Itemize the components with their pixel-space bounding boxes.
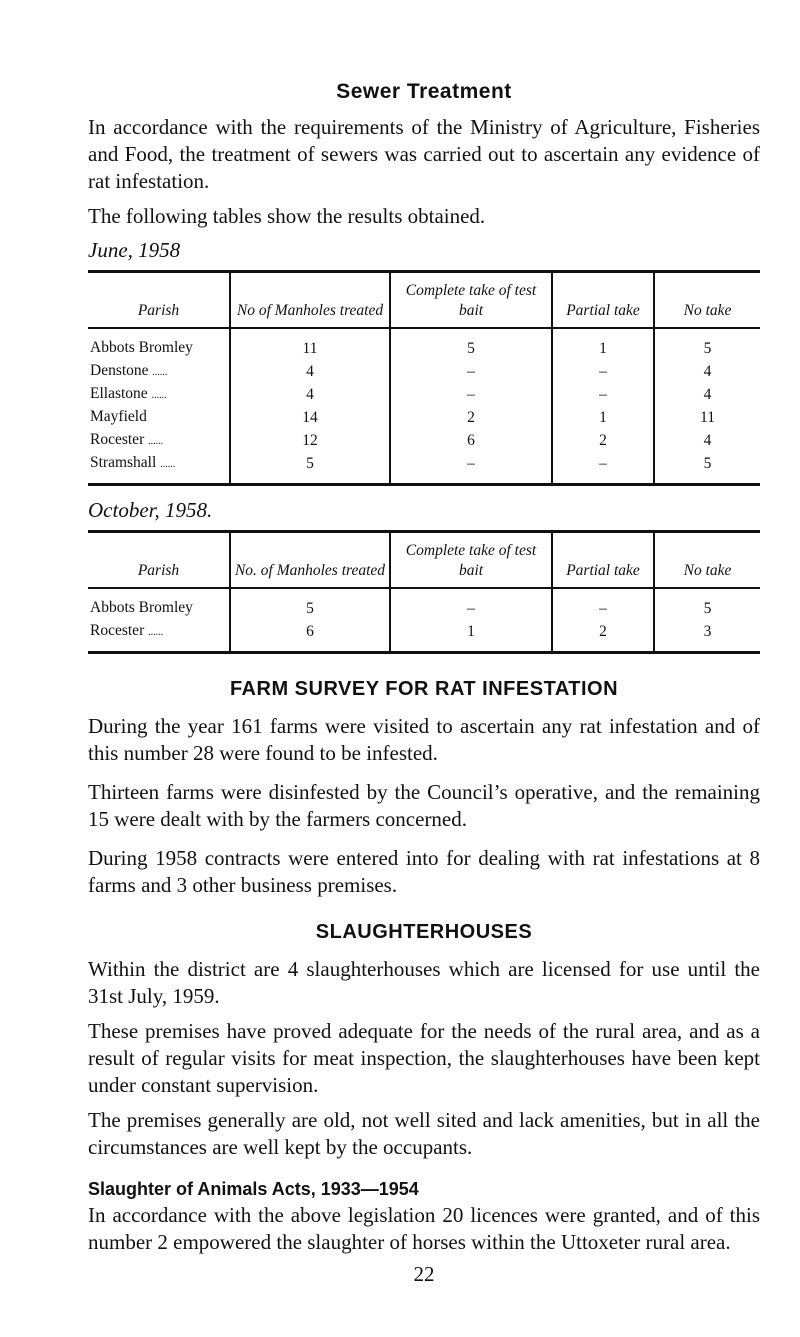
header-partial-take: Partial take: [552, 272, 654, 329]
parish-name: Mayfield: [90, 408, 147, 425]
sewer-treatment-heading: Sewer Treatment: [336, 80, 512, 103]
complete-value: 1: [390, 620, 552, 643]
manholes-value: 5: [230, 452, 390, 475]
parish-name: Denstone: [90, 362, 149, 379]
parish-name: Stramshall: [90, 454, 157, 471]
acts-paragraph-1: In accordance with the above legislation 20 licences were granted, and of this number 2 empowered the slaughter of horses within the Uttoxeter rural area.: [88, 1203, 760, 1254]
october-results-table: [88, 530, 760, 654]
table-row: Denstone ...... 4 – – 4: [88, 360, 760, 383]
no-take-value: 4: [654, 429, 760, 452]
table-row: [88, 337, 760, 360]
june-table-caption: June, 1958: [88, 238, 181, 262]
sewer-paragraph-1: In accordance with the requirements of the Ministry of Agriculture, Fisheries and Food, the treatment of sewers was carried out to ascertain any evidence of rat infestation.: [88, 115, 760, 193]
manholes-value: 14: [230, 406, 390, 429]
slaughter-paragraph-3: The premises generally are old, not well sited and lack amenities, but in all the circumstances are well kept by the occupants.: [88, 1108, 760, 1159]
partial-value: –: [552, 360, 654, 383]
farm-survey-heading: FARM SURVEY FOR RAT INFESTATION: [229, 678, 619, 700]
farm-paragraph-1: During the year 161 farms were visited to ascertain any rat infestation and of this number 28 were found to be infested.: [88, 714, 760, 765]
complete-value: –: [390, 360, 552, 383]
manholes-value: 12: [230, 429, 390, 452]
complete-value: 2: [390, 406, 552, 429]
header-manholes: No of Manholes treated: [230, 272, 390, 329]
october-table-body: [88, 588, 760, 653]
complete-value: –: [390, 383, 552, 406]
partial-value: –: [552, 452, 654, 475]
document-page: [88, 80, 760, 1287]
manholes-value: 4: [230, 383, 390, 406]
header-partial-take: Partial take: [552, 532, 654, 589]
manholes-value: 11: [230, 337, 390, 360]
header-complete-take: Complete take of test bait: [390, 532, 552, 589]
parish-name: Ellastone: [90, 385, 148, 402]
table-row: Stramshall ...... 5 – – 5: [88, 452, 760, 475]
complete-value: –: [390, 452, 552, 475]
partial-value: –: [552, 597, 654, 620]
header-parish: Parish: [88, 532, 230, 589]
no-take-value: 5: [654, 337, 760, 360]
page-number: 22: [413, 1262, 435, 1286]
header-no-take: No take: [654, 272, 760, 329]
complete-value: –: [390, 597, 552, 620]
farm-paragraph-2: Thirteen farms were disinfested by the Council’s operative, and the remaining 15 were dealt with by the farmers concerned.: [88, 780, 760, 831]
no-take-value: 4: [654, 383, 760, 406]
parish-name: Rocester: [90, 431, 145, 448]
slaughter-paragraph-2: These premises have proved adequate for the needs of the rural area, and as a result of regular visits for meat inspection, the slaughterhouses have been kept under constant supervision.: [88, 1019, 760, 1097]
june-table-body: [88, 328, 760, 485]
table-row: Ellastone ...... 4 – – 4: [88, 383, 760, 406]
partial-value: 1: [552, 406, 654, 429]
manholes-value: 5: [230, 597, 390, 620]
complete-value: 5: [390, 337, 552, 360]
header-manholes: No. of Manholes treated: [230, 532, 390, 589]
table-row: [88, 597, 760, 620]
no-take-value: 5: [654, 597, 760, 620]
sewer-paragraph-2: The following tables show the results obtained.: [88, 204, 486, 228]
partial-value: –: [552, 383, 654, 406]
parish-name: Rocester: [90, 622, 145, 639]
slaughter-acts-heading: Slaughter of Animals Acts, 1933—1954: [88, 1179, 419, 1199]
partial-value: 2: [552, 620, 654, 643]
manholes-value: 6: [230, 620, 390, 643]
no-take-value: 11: [654, 406, 760, 429]
table-row: [88, 406, 760, 429]
parish-name: Abbots Bromley: [90, 339, 193, 356]
no-take-value: 5: [654, 452, 760, 475]
table-row: Rocester ...... 6 1 2 3: [88, 620, 760, 643]
manholes-value: 4: [230, 360, 390, 383]
header-parish: Parish: [88, 272, 230, 329]
slaughterhouses-heading: SLAUGHTERHOUSES: [315, 921, 533, 943]
june-results-table: [88, 270, 760, 486]
table-row: Rocester ...... 12 6 2 4: [88, 429, 760, 452]
partial-value: 2: [552, 429, 654, 452]
slaughter-paragraph-1: Within the district are 4 slaughterhouses which are licensed for use until the 31st July, 1959.: [88, 957, 760, 1008]
header-complete-take: Complete take of test bait: [390, 272, 552, 329]
header-no-take: No take: [654, 532, 760, 589]
october-table-caption: October, 1958.: [88, 498, 213, 522]
partial-value: 1: [552, 337, 654, 360]
farm-paragraph-3: During 1958 contracts were entered into for dealing with rat infestations at 8 farms and 3 other business premises.: [88, 846, 760, 897]
parish-name: Abbots Bromley: [90, 599, 193, 616]
complete-value: 6: [390, 429, 552, 452]
no-take-value: 3: [654, 620, 760, 643]
no-take-value: 4: [654, 360, 760, 383]
